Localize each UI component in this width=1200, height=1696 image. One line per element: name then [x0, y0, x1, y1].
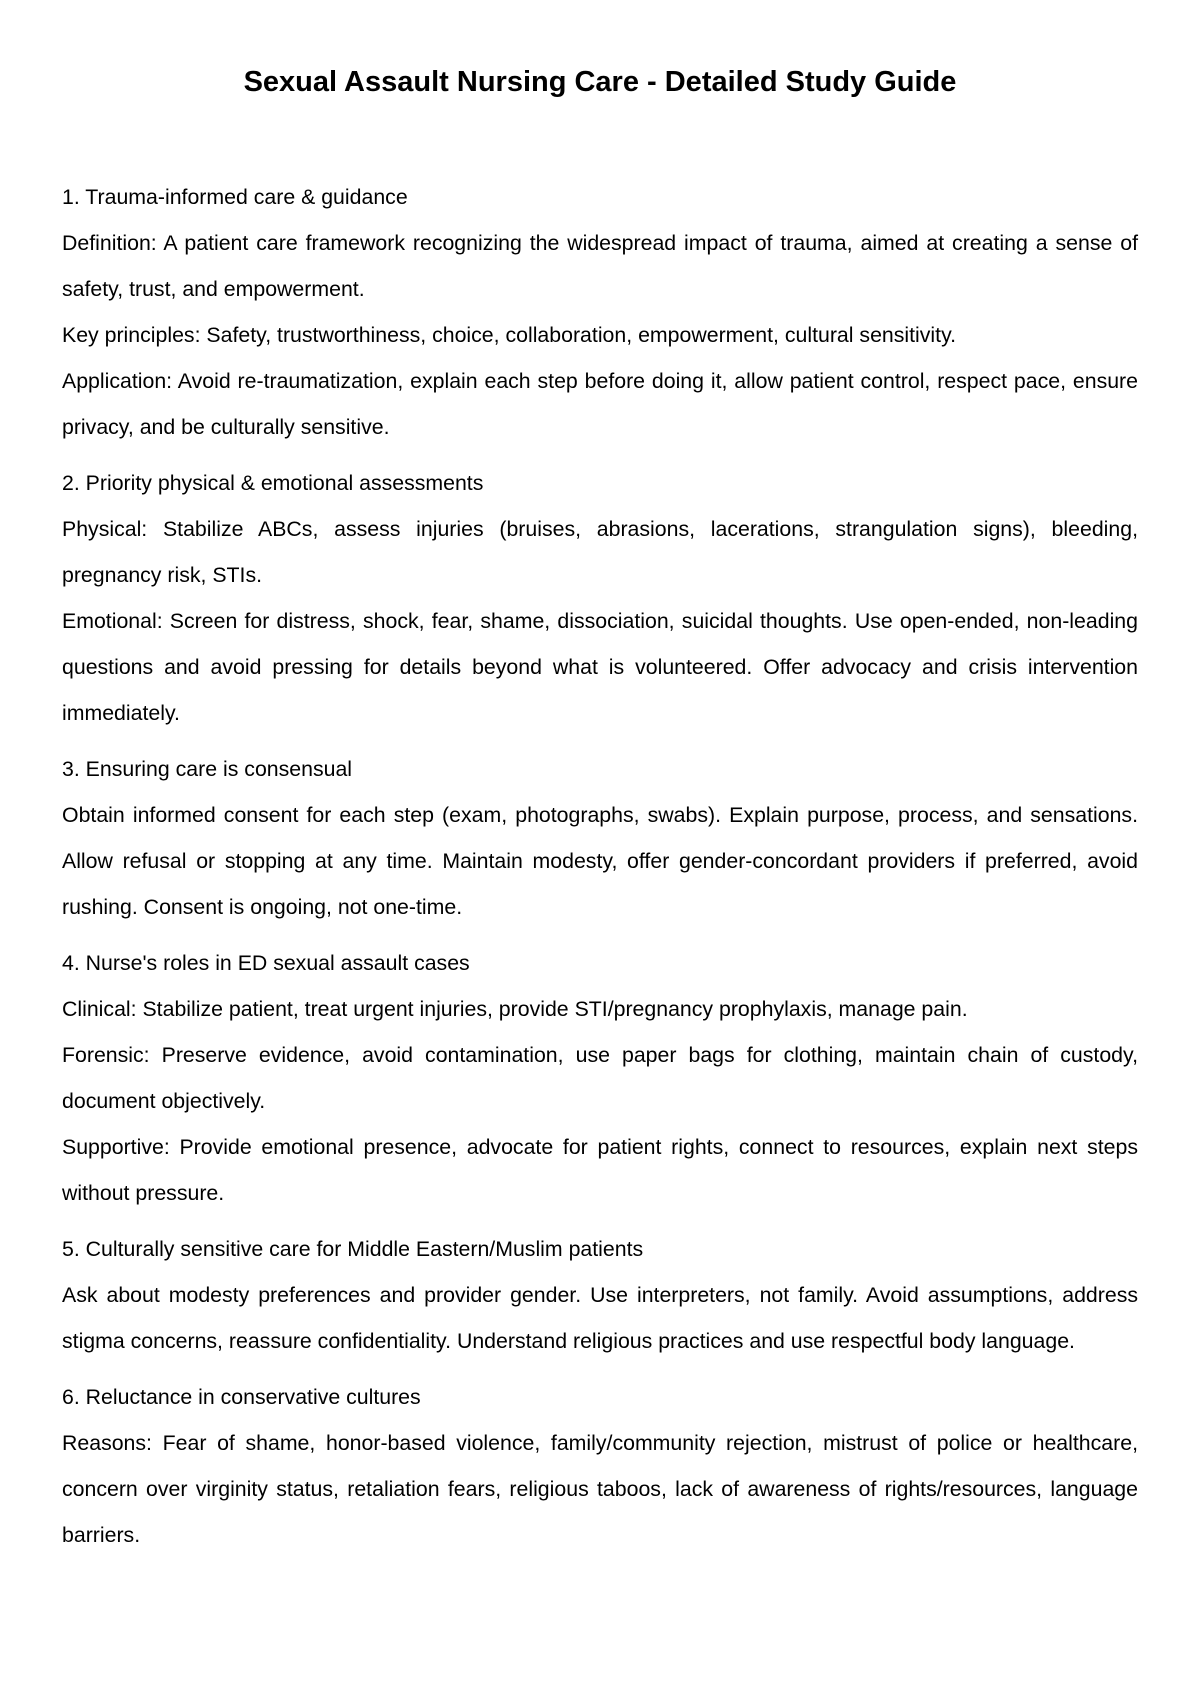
section-priority-assessments — [62, 460, 1138, 736]
section-paragraph: Clinical: Stabilize patient, treat urgent injuries, provide STI/pregnancy prophylaxis, manage pain. — [62, 997, 968, 1021]
section-paragraph: Ask about modesty preferences and provider gender. Use interpreters, not family. Avoid assumptions, address stigma concerns, reassure confidentiality. Understand religious practices and use respectful body language. — [62, 1283, 1138, 1353]
section-consensual-care — [62, 746, 1138, 930]
section-paragraph: Application: Avoid re-traumatization, explain each step before doing it, allow patient control, respect pace, ensure privacy, and be culturally sensitive. — [62, 369, 1138, 439]
section-paragraph: Definition: A patient care framework recognizing the widespread impact of trauma, aimed at creating a sense of safety, trust, and empowerment. — [62, 231, 1138, 301]
section-heading: 6. Reluctance in conservative cultures — [62, 1385, 421, 1409]
section-trauma-informed-care — [62, 174, 1138, 450]
section-paragraph: Emotional: Screen for distress, shock, fear, shame, dissociation, suicidal thoughts. Use open-ended, non-leading questions and avoid pressing for details beyond what is volunteered. Offer advocacy and crisis intervention immediately. — [62, 609, 1138, 725]
section-heading: 5. Culturally sensitive care for Middle Eastern/Muslim patients — [62, 1237, 644, 1261]
section-heading: 1. Trauma-informed care & guidance — [62, 185, 408, 209]
section-heading: 2. Priority physical & emotional assessments — [62, 471, 484, 495]
section-paragraph: Supportive: Provide emotional presence, advocate for patient rights, connect to resources, explain next steps without pressure. — [62, 1135, 1138, 1205]
section-culturally-sensitive-care — [62, 1226, 1138, 1364]
section-nurse-roles — [62, 940, 1138, 1216]
section-heading: 3. Ensuring care is consensual — [62, 757, 353, 781]
section-paragraph: Key principles: Safety, trustworthiness, choice, collaboration, empowerment, cultural sensitivity. — [62, 323, 957, 347]
section-heading: 4. Nurse's roles in ED sexual assault cases — [62, 951, 470, 975]
section-reluctance-conservative-cultures — [62, 1374, 1138, 1558]
document-body — [62, 174, 1138, 1568]
section-paragraph: Physical: Stabilize ABCs, assess injuries (bruises, abrasions, lacerations, strangulation signs), bleeding, pregnancy risk, STIs. — [62, 517, 1138, 587]
section-paragraph: Reasons: Fear of shame, honor-based violence, family/community rejection, mistrust of police or healthcare, concern over virginity status, retaliation fears, religious taboos, lack of awareness of rights/resources, language barriers. — [62, 1431, 1138, 1547]
section-paragraph: Forensic: Preserve evidence, avoid contamination, use paper bags for clothing, maintain chain of custody, document objectively. — [62, 1043, 1138, 1113]
page-title: Sexual Assault Nursing Care - Detailed Study Guide — [243, 66, 957, 98]
section-paragraph: Obtain informed consent for each step (exam, photographs, swabs). Explain purpose, process, and sensations. Allow refusal or stopping at any time. Maintain modesty, offer gender-concordant providers if preferred, avoid rushing. Consent is ongoing, not one-time. — [62, 803, 1138, 919]
